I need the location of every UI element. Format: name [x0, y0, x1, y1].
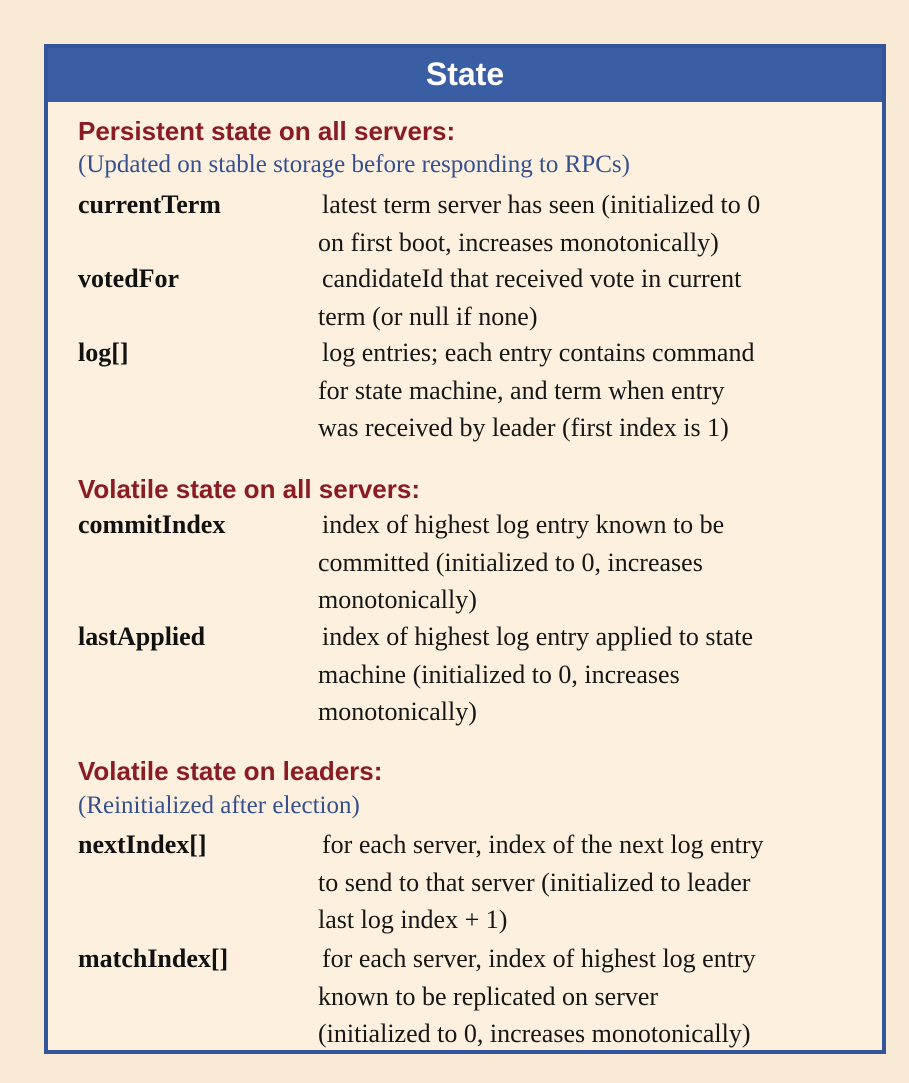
field-name: votedFor — [78, 264, 180, 293]
field-description — [318, 618, 858, 731]
section-heading-volatile-leaders: Volatile state on leaders: — [78, 756, 383, 786]
field-description — [318, 334, 858, 447]
field-description-line: for state machine, and term when entry — [318, 375, 725, 405]
field-name: matchIndex[] — [78, 944, 229, 973]
field-description — [318, 260, 858, 335]
field-description-line: index of highest log entry applied to state — [322, 622, 754, 651]
section-heading-persistent: Persistent state on all servers: — [78, 116, 456, 146]
field-description-line: for each server, index of highest log entry — [322, 944, 756, 973]
field-description-line: candidateId that received vote in current — [322, 264, 742, 293]
panel-title: State — [48, 48, 882, 102]
field-description-line: known to be replicated on server — [318, 981, 659, 1011]
field-description — [318, 940, 858, 1053]
field-name: commitIndex — [78, 510, 226, 539]
field-name: log[] — [78, 338, 129, 367]
field-description-line: (initialized to 0, increases monotonically) — [318, 1019, 751, 1048]
field-description-line: log entries; each entry contains command — [322, 338, 755, 367]
field-name: currentTerm — [78, 190, 221, 219]
field-description — [318, 186, 858, 261]
field-description-line: term (or null if none) — [318, 301, 538, 331]
field-description-line: index of highest log entry known to be — [322, 510, 725, 539]
field-name: lastApplied — [78, 622, 206, 651]
field-description-line: committed (initialized to 0, increases — [318, 547, 703, 577]
field-description — [318, 506, 858, 619]
field-name: nextIndex[] — [78, 830, 207, 859]
field-description-line: machine (initialized to 0, increases — [318, 659, 680, 689]
field-description-line: was received by leader (first index is 1) — [318, 413, 729, 442]
field-description-line: last log index + 1) — [318, 905, 508, 934]
section-heading-volatile-all: Volatile state on all servers: — [78, 474, 420, 504]
field-description — [318, 826, 858, 939]
section-note-persistent: (Updated on stable storage before responding to RPCs) — [78, 151, 630, 178]
section-note-leaders: (Reinitialized after election) — [78, 792, 360, 819]
field-description-line: on first boot, increases monotonically) — [318, 227, 719, 257]
field-description-line: to send to that server (initialized to leader — [318, 867, 751, 897]
field-description-line: monotonically) — [318, 585, 477, 614]
field-description-line: for each server, index of the next log entry — [322, 830, 764, 859]
state-panel — [44, 44, 886, 1054]
field-description-line: monotonically) — [318, 697, 477, 726]
field-description-line: latest term server has seen (initialized to 0 — [322, 190, 761, 219]
